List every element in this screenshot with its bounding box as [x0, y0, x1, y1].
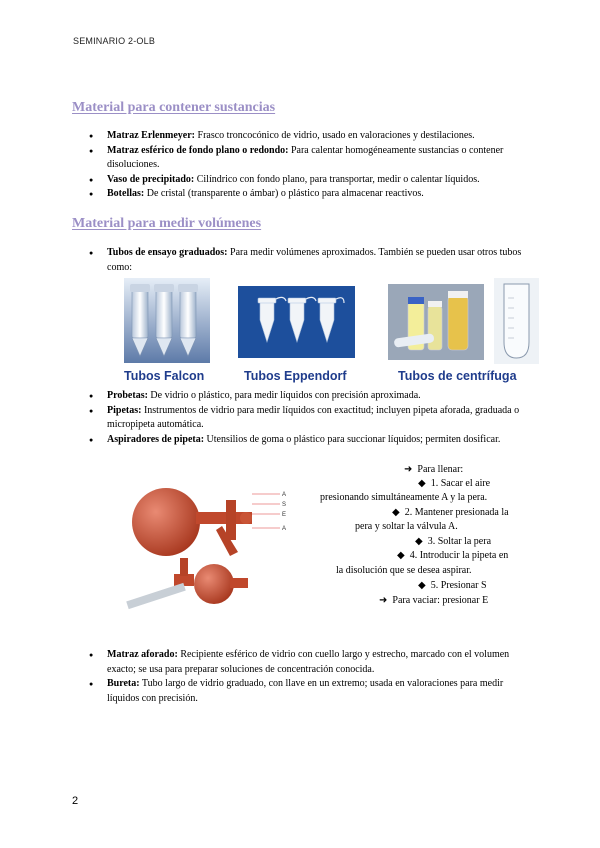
diamond-bullet-icon: ◆ [415, 536, 423, 547]
diamond-bullet-icon: ◆ [397, 550, 405, 561]
list-item [89, 404, 529, 433]
item-term: Matraz esférico de fondo plano o redondo: [107, 144, 289, 156]
list-tubos-intro [89, 246, 529, 275]
step-4-line-a: 4. Introducir la pipeta en [409, 550, 509, 561]
item-text: De cristal (transparente o ámbar) o plástico para almacenar reactivos. [144, 188, 424, 200]
item-text: Tubo largo de vidrio graduado, con llave en un extremo; usada en valoraciones para medir líquidos con precisión. [107, 678, 504, 704]
item-text: Cilíndrico con fondo plano, para transportar, medir o calentar líquidos. [194, 173, 480, 185]
diamond-bullet-icon: ◆ [392, 507, 400, 518]
item-term: Vaso de precipitado: [107, 173, 195, 185]
item-text: Para medir volúmenes aproximados. También se pueden usar otros tubos como: [107, 247, 522, 273]
item-term: Aspiradores de pipeta: [107, 433, 205, 445]
header-title: SEMINARIO 2-OLB [73, 36, 156, 46]
aspirator-letter-3: E [282, 512, 287, 518]
item-text: Instrumentos de vidrio para medir líquidos con exactitud; incluyen pipeta aforada, graduada o micropipeta automática. [107, 404, 520, 431]
list-item [89, 129, 529, 144]
list-item [89, 433, 529, 448]
step-2-line-a: 2. Mantener presionada la [404, 507, 509, 518]
list-medir [89, 389, 529, 447]
item-text: De vidrio o plástico, para medir líquidos con precisión aproximada. [147, 390, 421, 401]
step-empty-label: Para vaciar: presionar E [392, 595, 489, 606]
tube-label-centrifuga: Tubos de centrífuga [398, 369, 517, 383]
tube-label-eppendorf: Tubos Eppendorf [244, 369, 347, 383]
page-number: 2 [72, 795, 79, 807]
step-5: 5. Presionar S [430, 580, 487, 591]
falcon-tubes-image [124, 278, 210, 363]
item-term: Matraz Erlenmeyer: [107, 130, 196, 141]
item-term: Pipetas: [107, 404, 142, 416]
item-term: Matraz aforado: [107, 649, 178, 660]
arrow-right-icon: ➜ [379, 595, 388, 606]
section-title-contener: Material para contener sustancias [72, 100, 276, 115]
aspirator-letter-4: A [282, 526, 287, 532]
list-item [89, 187, 529, 202]
aspirator-letter-2: S [282, 502, 287, 508]
item-term: Probetas: [107, 390, 148, 401]
list-item [89, 144, 529, 173]
diamond-bullet-icon: ◆ [418, 580, 426, 591]
pipette-aspirator-image [118, 474, 296, 614]
item-text: Recipiente esférico de vidrio con cuello largo y estrecho, marcado con el volumen exacto; se usa para preparar soluciones de concentración conocida. [107, 649, 510, 675]
item-text: Frasco troncocónico de vidrio, usado en valoraciones y destilaciones. [195, 130, 475, 141]
section-title-medir: Material para medir volúmenes [72, 216, 262, 231]
eppendorf-tubes-image [238, 286, 355, 358]
list-item [89, 246, 529, 275]
aspirator-letter-1: A [282, 492, 287, 498]
arrow-right-icon: ➜ [404, 464, 413, 475]
tube-label-falcon: Tubos Falcon [124, 369, 205, 383]
item-term: Bureta: [107, 678, 140, 690]
step-1-line-a: 1. Sacar el aire [430, 478, 491, 489]
centrifuge-tubes-image [388, 284, 484, 360]
list-item [89, 648, 529, 677]
item-text: Utensilios de goma o plástico para succionar líquidos; permiten dosificar. [204, 433, 501, 445]
centrifuge-tube-single-image [494, 278, 539, 364]
item-term: Tubos de ensayo graduados: [107, 247, 228, 258]
step-4-line-b: la disolución que se desea aspirar. [336, 565, 472, 576]
list-item [89, 677, 529, 706]
list-item [89, 389, 529, 404]
step-3: 3. Soltar la pera [427, 536, 492, 547]
diamond-bullet-icon: ◆ [418, 478, 426, 489]
list-item [89, 173, 529, 188]
list-medir-2 [89, 648, 529, 706]
step-1-line-b: presionando simultáneamente A y la pera. [320, 492, 488, 503]
step-2-line-b: pera y soltar la válvula A. [355, 521, 458, 532]
step-fill-label: Para llenar: [417, 464, 464, 475]
list-contener [89, 129, 529, 202]
item-text: Para calentar homogéneamente sustancias o contener disoluciones. [107, 144, 504, 171]
item-term: Botellas: [107, 188, 145, 200]
